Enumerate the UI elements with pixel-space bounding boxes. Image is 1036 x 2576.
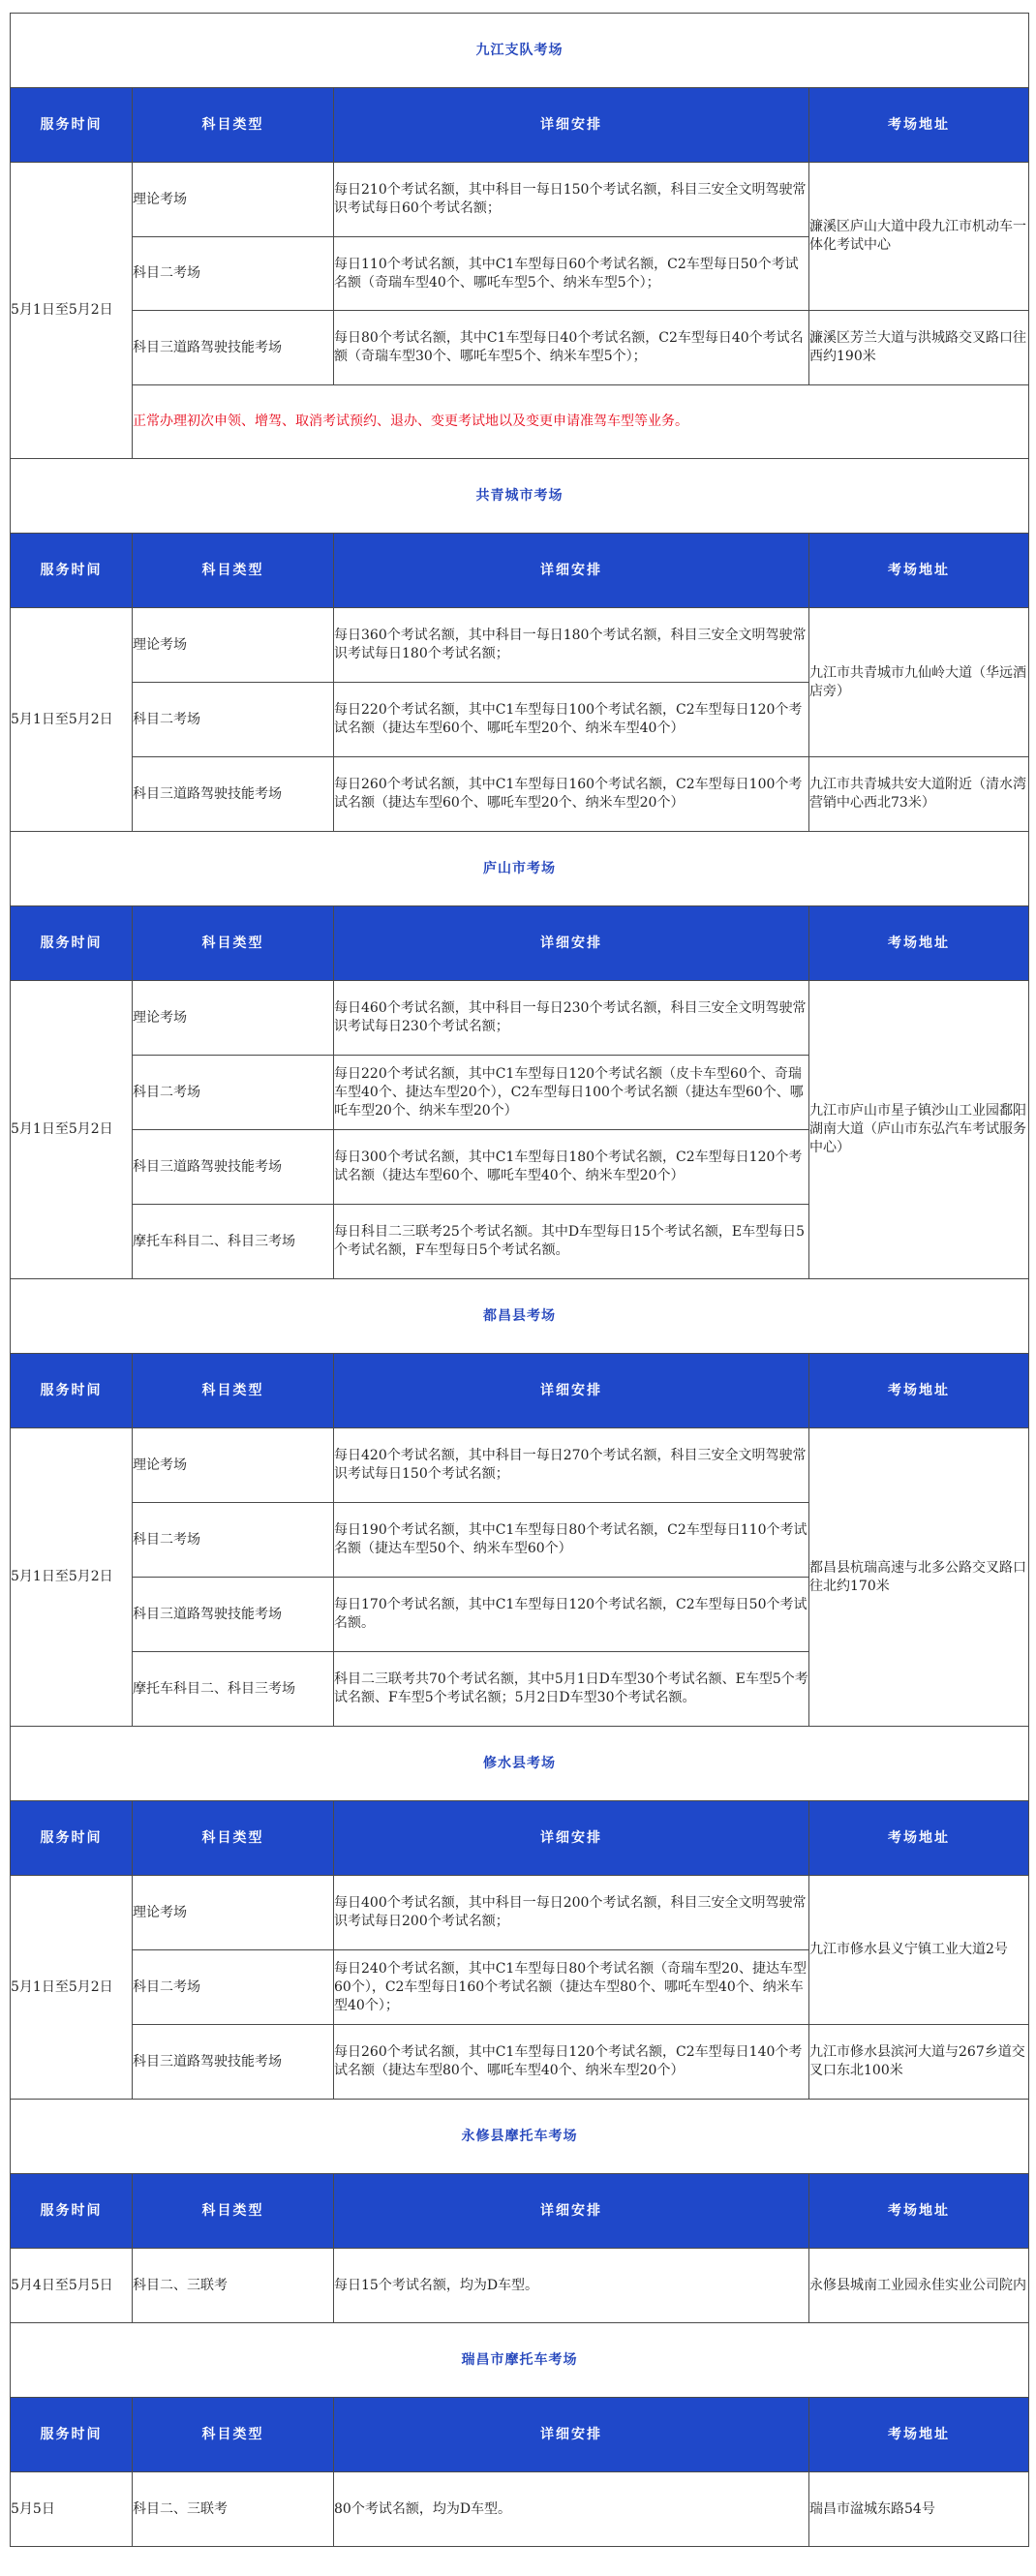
section-title: 九江支队考场 [11, 14, 1029, 88]
header-detail: 详细安排 [334, 1354, 809, 1428]
exam-detail: 每日420个考试名额，其中科目一每日270个考试名额，科目三安全文明驾驶常识考试每日150个考试名额； [334, 1428, 809, 1503]
exam-detail: 每日300个考试名额，其中C1车型每日180个考试名额，C2车型每日120个考试名额（捷达车型60个、哪吒车型40个、纳米车型20个） [334, 1130, 809, 1205]
section-title: 永修县摩托车考场 [11, 2100, 1029, 2174]
exam-kind: 理论考场 [133, 163, 334, 237]
exam-kind: 科目二考场 [133, 1950, 334, 2025]
exam-kind: 科目二考场 [133, 1056, 334, 1130]
exam-kind: 科目三道路驾驶技能考场 [133, 1130, 334, 1205]
exam-detail: 每日220个考试名额，其中C1车型每日120个考试名额（皮卡车型60个、奇瑞车型40个、捷达车型20个），C2车型每日100个考试名额（捷达车型60个、哪吒车型20个、纳米车型20个） [334, 1056, 809, 1130]
header-row [11, 1354, 1029, 1428]
header-kind: 科目类型 [133, 1801, 334, 1876]
exam-schedule-table [10, 13, 1029, 2547]
section-title-row [11, 14, 1029, 88]
table-row [11, 2472, 1029, 2547]
header-addr: 考场地址 [809, 1801, 1029, 1876]
section-title-row [11, 1279, 1029, 1354]
service-time: 5月1日至5月2日 [11, 163, 133, 459]
header-addr: 考场地址 [809, 906, 1029, 981]
table-row [11, 2249, 1029, 2323]
exam-address: 都昌县杭瑞高速与北多公路交叉路口往北约170米 [809, 1428, 1029, 1727]
note-row [11, 385, 1029, 459]
exam-kind: 理论考场 [133, 608, 334, 683]
header-time: 服务时间 [11, 534, 133, 608]
section-title-row [11, 832, 1029, 906]
exam-kind: 科目二、三联考 [133, 2472, 334, 2547]
section-title: 共青城市考场 [11, 459, 1029, 534]
service-time: 5月5日 [11, 2472, 133, 2547]
exam-detail: 每日260个考试名额，其中C1车型每日120个考试名额，C2车型每日140个考试名额（捷达车型80个、哪吒车型40个、纳米车型20个） [334, 2025, 809, 2100]
header-addr: 考场地址 [809, 534, 1029, 608]
service-time: 5月1日至5月2日 [11, 1876, 133, 2100]
header-kind: 科目类型 [133, 88, 334, 163]
exam-kind: 科目二考场 [133, 237, 334, 311]
exam-detail: 80个考试名额，均为D车型。 [334, 2472, 809, 2547]
service-time: 5月1日至5月2日 [11, 1428, 133, 1727]
exam-detail: 科目二三联考共70个考试名额，其中5月1日D车型30个考试名额、E车型5个考试名额、F车型5个考试名额；5月2日D车型30个考试名额。 [334, 1652, 809, 1727]
section-title: 庐山市考场 [11, 832, 1029, 906]
exam-detail: 每日360个考试名额，其中科目一每日180个考试名额，科目三安全文明驾驶常识考试每日180个考试名额； [334, 608, 809, 683]
header-time: 服务时间 [11, 1801, 133, 1876]
exam-kind: 科目二、三联考 [133, 2249, 334, 2323]
exam-detail: 每日460个考试名额，其中科目一每日230个考试名额，科目三安全文明驾驶常识考试每日230个考试名额； [334, 981, 809, 1056]
table-row [11, 981, 1029, 1056]
header-row [11, 534, 1029, 608]
header-kind: 科目类型 [133, 2174, 334, 2249]
header-time: 服务时间 [11, 1354, 133, 1428]
header-addr: 考场地址 [809, 2398, 1029, 2472]
exam-detail: 每日240个考试名额，其中C1车型每日80个考试名额（奇瑞车型20、捷达车型60个），C2车型每日160个考试名额（捷达车型80个、哪吒车型40个、纳米车型40个）； [334, 1950, 809, 2025]
exam-kind: 科目三道路驾驶技能考场 [133, 311, 334, 385]
header-time: 服务时间 [11, 88, 133, 163]
exam-kind: 理论考场 [133, 1876, 334, 1950]
exam-address: 瑞昌市湓城东路54号 [809, 2472, 1029, 2547]
exam-kind: 科目二考场 [133, 1503, 334, 1578]
exam-detail: 每日科目二三联考25个考试名额。其中D车型每日15个考试名额，E车型每日5个考试名额，F车型每日5个考试名额。 [334, 1205, 809, 1279]
section-title-row [11, 2323, 1029, 2398]
exam-detail: 每日80个考试名额，其中C1车型每日40个考试名额，C2车型每日40个考试名额（奇瑞车型30个、哪吒车型5个、纳米车型5个）； [334, 311, 809, 385]
header-detail: 详细安排 [334, 534, 809, 608]
table-row [11, 2025, 1029, 2100]
header-detail: 详细安排 [334, 2398, 809, 2472]
exam-kind: 科目三道路驾驶技能考场 [133, 757, 334, 832]
section-title: 都昌县考场 [11, 1279, 1029, 1354]
header-row [11, 906, 1029, 981]
exam-address: 九江市共青城市九仙岭大道（华远酒店旁） [809, 608, 1029, 757]
table-row [11, 757, 1029, 832]
exam-kind: 科目三道路驾驶技能考场 [133, 1578, 334, 1652]
header-kind: 科目类型 [133, 906, 334, 981]
exam-address: 九江市庐山市星子镇沙山工业园鄱阳湖南大道（庐山市东弘汽车考试服务中心） [809, 981, 1029, 1279]
header-kind: 科目类型 [133, 1354, 334, 1428]
exam-kind: 理论考场 [133, 1428, 334, 1503]
header-detail: 详细安排 [334, 906, 809, 981]
business-note: 正常办理初次申领、增驾、取消考试预约、退办、变更考试地以及变更申请准驾车型等业务。 [133, 385, 1029, 459]
exam-address: 濂溪区芳兰大道与洪城路交叉路口往西约190米 [809, 311, 1029, 385]
table-row [11, 311, 1029, 385]
exam-kind: 摩托车科目二、科目三考场 [133, 1652, 334, 1727]
header-kind: 科目类型 [133, 534, 334, 608]
exam-detail: 每日260个考试名额，其中C1车型每日160个考试名额，C2车型每日100个考试名额（捷达车型60个、哪吒车型20个、纳米车型20个） [334, 757, 809, 832]
exam-detail: 每日220个考试名额，其中C1车型每日100个考试名额，C2车型每日120个考试名额（捷达车型60个、哪吒车型20个、纳米车型40个） [334, 683, 809, 757]
exam-kind: 理论考场 [133, 981, 334, 1056]
header-addr: 考场地址 [809, 88, 1029, 163]
exam-detail: 每日110个考试名额，其中C1车型每日60个考试名额，C2车型每日50个考试名额（奇瑞车型40个、哪吒车型5个、纳米车型5个）； [334, 237, 809, 311]
exam-kind: 科目二考场 [133, 683, 334, 757]
header-time: 服务时间 [11, 906, 133, 981]
exam-detail: 每日190个考试名额，其中C1车型每日80个考试名额，C2车型每日110个考试名额（捷达车型50个、纳米车型60个） [334, 1503, 809, 1578]
header-addr: 考场地址 [809, 1354, 1029, 1428]
exam-address: 九江市修水县滨河大道与267乡道交叉口东北100米 [809, 2025, 1029, 2100]
section-title-row [11, 2100, 1029, 2174]
section-title-row [11, 1727, 1029, 1801]
table-row [11, 1428, 1029, 1503]
exam-kind: 科目三道路驾驶技能考场 [133, 2025, 334, 2100]
header-row [11, 1801, 1029, 1876]
header-row [11, 2174, 1029, 2249]
header-row [11, 2398, 1029, 2472]
service-time: 5月1日至5月2日 [11, 981, 133, 1279]
header-detail: 详细安排 [334, 88, 809, 163]
exam-address: 濂溪区庐山大道中段九江市机动车一体化考试中心 [809, 163, 1029, 311]
exam-detail: 每日210个考试名额，其中科目一每日150个考试名额，科目三安全文明驾驶常识考试每日60个考试名额； [334, 163, 809, 237]
header-detail: 详细安排 [334, 2174, 809, 2249]
exam-address: 永修县城南工业园永佳实业公司院内 [809, 2249, 1029, 2323]
exam-detail: 每日400个考试名额，其中科目一每日200个考试名额，科目三安全文明驾驶常识考试每日200个考试名额； [334, 1876, 809, 1950]
header-time: 服务时间 [11, 2398, 133, 2472]
header-time: 服务时间 [11, 2174, 133, 2249]
exam-address: 九江市修水县义宁镇工业大道2号 [809, 1876, 1029, 2025]
section-title: 瑞昌市摩托车考场 [11, 2323, 1029, 2398]
exam-detail: 每日170个考试名额，其中C1车型每日120个考试名额，C2车型每日50个考试名额。 [334, 1578, 809, 1652]
section-title-row [11, 459, 1029, 534]
header-addr: 考场地址 [809, 2174, 1029, 2249]
table-row [11, 608, 1029, 683]
service-time: 5月1日至5月2日 [11, 608, 133, 832]
table-row [11, 163, 1029, 237]
exam-kind: 摩托车科目二、科目三考场 [133, 1205, 334, 1279]
section-title: 修水县考场 [11, 1727, 1029, 1801]
header-kind: 科目类型 [133, 2398, 334, 2472]
header-row [11, 88, 1029, 163]
exam-address: 九江市共青城共安大道附近（清水湾营销中心西北73米） [809, 757, 1029, 832]
header-detail: 详细安排 [334, 1801, 809, 1876]
service-time: 5月4日至5月5日 [11, 2249, 133, 2323]
exam-detail: 每日15个考试名额，均为D车型。 [334, 2249, 809, 2323]
table-row [11, 1876, 1029, 1950]
